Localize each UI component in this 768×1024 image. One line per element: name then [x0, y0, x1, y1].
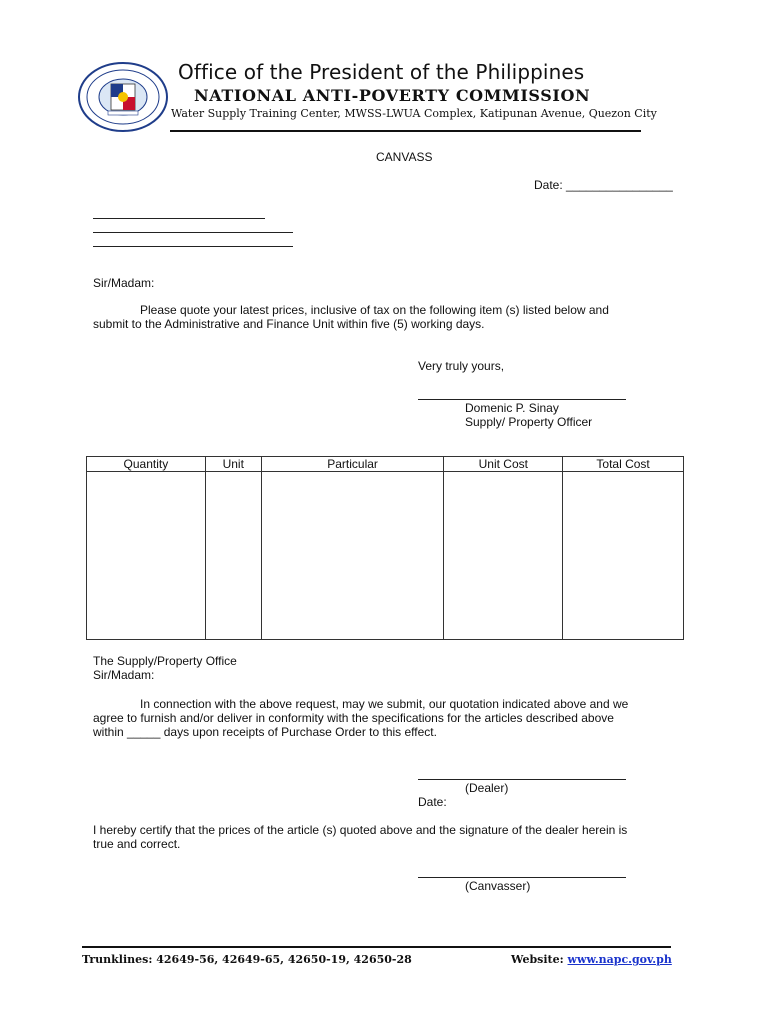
unit-cell[interactable]	[205, 472, 261, 640]
table-row	[87, 472, 684, 640]
address-blank-3	[93, 246, 293, 247]
officer-title: Supply/ Property Officer	[465, 415, 593, 429]
napc-seal-logo	[78, 62, 168, 132]
header-title: Office of the President of the Philippines	[178, 60, 585, 84]
footer-divider	[82, 946, 671, 948]
address-blank-1	[93, 218, 265, 219]
col-unit-cost: Unit Cost	[444, 457, 563, 472]
dealer-label: (Dealer)	[465, 781, 509, 795]
canvass-table	[86, 456, 684, 640]
col-total-cost: Total Cost	[563, 457, 684, 472]
header-org-name: NATIONAL ANTI-POVERTY COMMISSION	[194, 86, 591, 105]
footer-website	[511, 953, 672, 966]
reply-para-line1: In connection with the above request, may we submit, our quotation indicated above and we	[140, 697, 629, 711]
dealer-signature-line	[418, 779, 626, 780]
reply-para-line2: agree to furnish and/or deliver in conformity with the specifications for the articles described above	[93, 711, 614, 725]
website-label: Website:	[511, 953, 564, 966]
salutation: Sir/Madam:	[93, 276, 155, 290]
canvasser-label: (Canvasser)	[465, 879, 531, 893]
table-header-row	[87, 457, 684, 472]
total-cost-cell[interactable]	[563, 472, 684, 640]
col-particular: Particular	[261, 457, 444, 472]
col-unit: Unit	[205, 457, 261, 472]
unit-cost-cell[interactable]	[444, 472, 563, 640]
closing: Very truly yours,	[418, 359, 505, 373]
date-field: Date: ________________	[534, 178, 673, 192]
officer-name: Domenic P. Sinay	[465, 401, 559, 415]
doc-heading: CANVASS	[376, 150, 433, 164]
header-address: Water Supply Training Center, MWSS-LWUA Complex, Katipunan Avenue, Quezon City	[171, 107, 657, 120]
reply-salutation: Sir/Madam:	[93, 668, 155, 682]
officer-signature-line	[418, 399, 626, 400]
particular-cell[interactable]	[261, 472, 444, 640]
col-quantity: Quantity	[87, 457, 206, 472]
website-link[interactable]: www.napc.gov.ph	[567, 953, 672, 966]
certify-line1: I hereby certify that the prices of the article (s) quoted above and the signature of the dealer herein is	[93, 823, 628, 837]
certify-line2: true and correct.	[93, 837, 181, 851]
quantity-cell[interactable]	[87, 472, 206, 640]
reply-recipient: The Supply/Property Office	[93, 654, 237, 668]
address-blank-2	[93, 232, 293, 233]
request-para-line2: submit to the Administrative and Finance Unit within five (5) working days.	[93, 317, 485, 331]
dealer-date-label: Date:	[418, 795, 447, 809]
request-para-line1: Please quote your latest prices, inclusive of tax on the following item (s) listed below and	[140, 303, 609, 317]
reply-para-line3: within _____ days upon receipts of Purchase Order to this effect.	[93, 725, 437, 739]
footer-trunklines: Trunklines: 42649-56, 42649-65, 42650-19, 42650-28	[82, 953, 412, 966]
header-divider	[170, 130, 641, 132]
canvasser-signature-line	[418, 877, 626, 878]
